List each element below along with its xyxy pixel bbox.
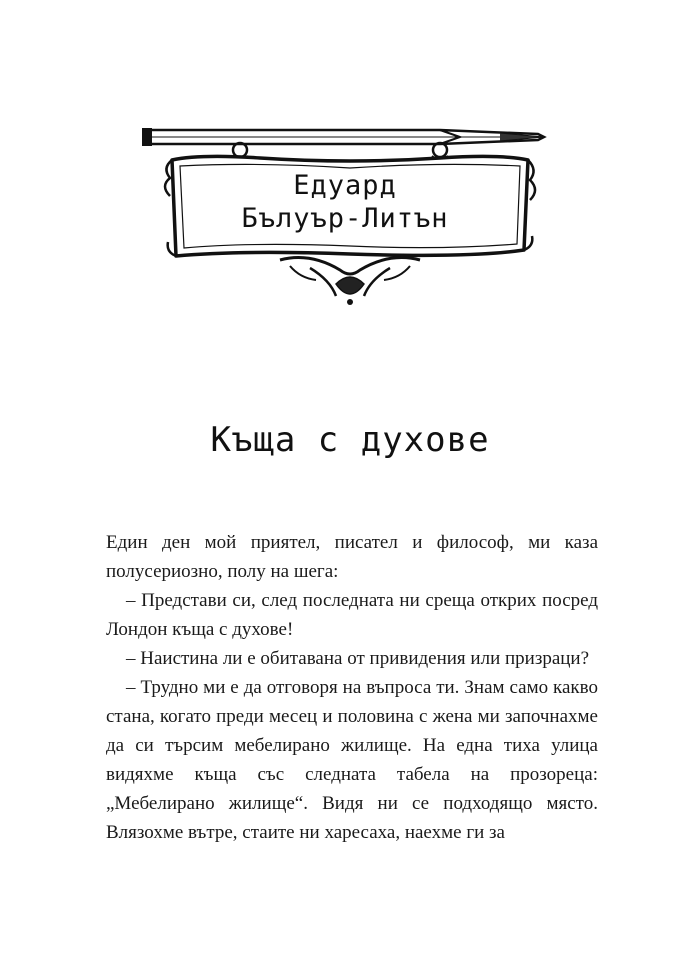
author-last-name: Бълуър-Литън [241,203,449,234]
story-title: Къща с духове [210,420,490,460]
paragraph: – Представи си, след последната ни среща открих посред Лондон къща с духове! [106,590,598,640]
paragraph: – Наистина ли е обитавана от привидения или призраци? [126,648,590,669]
author-first-name: Едуард [293,170,397,201]
story-body [106,528,598,847]
paragraph: – Трудно ми е да отговоря на въпроса ти. Знам само какво стана, когато преди месец и половина с жена ми започнахме да си търсим мебелирано жилище. На една тиха улица видяхме къща със следната табела на прозореца: „Мебелирано жилище“. Видя ни се подходящо място. Влязохме вътре, стаите ни харесаха, наехме ги за [106,677,598,843]
paragraph: Един ден мой приятел, писател и философ, ми каза полусериозно, полу на шега: [106,532,598,582]
